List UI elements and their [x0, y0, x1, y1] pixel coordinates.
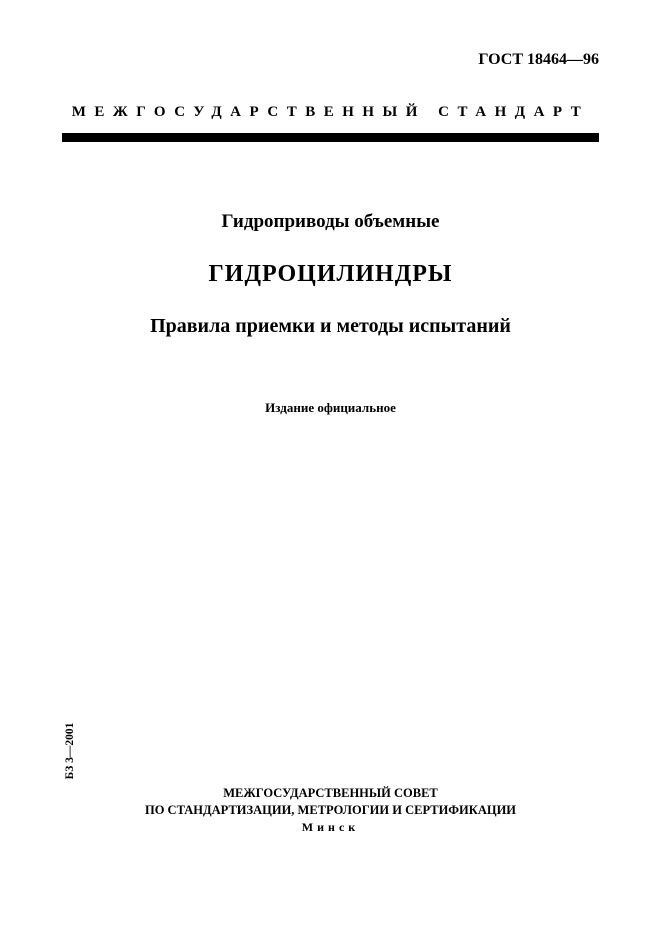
footer-organization-line: ПО СТАНДАРТИЗАЦИИ, МЕТРОЛОГИИ И СЕРТИФИКАЦИИ — [144, 803, 517, 817]
footer-city: Минск — [301, 820, 360, 834]
document-subject: Правила приемки и методы испытаний — [150, 315, 511, 337]
footer-block — [0, 786, 661, 835]
standard-number: ГОСТ 18464—96 — [478, 51, 599, 68]
title-block — [0, 211, 661, 338]
document-subtitle: Гидроприводы объемные — [221, 211, 440, 232]
edition-note: Издание официальное — [265, 400, 396, 415]
side-registration-code: БЗ 3—2001 — [64, 722, 76, 780]
document-main-title: ГИДРОЦИЛИНДРЫ — [208, 261, 453, 287]
standard-type-heading: МЕЖГОСУДАРСТВЕННЫЙ СТАНДАРТ — [71, 104, 590, 120]
header-rule — [62, 133, 599, 142]
footer-council-line: МЕЖГОСУДАРСТВЕННЫЙ СОВЕТ — [223, 786, 438, 800]
